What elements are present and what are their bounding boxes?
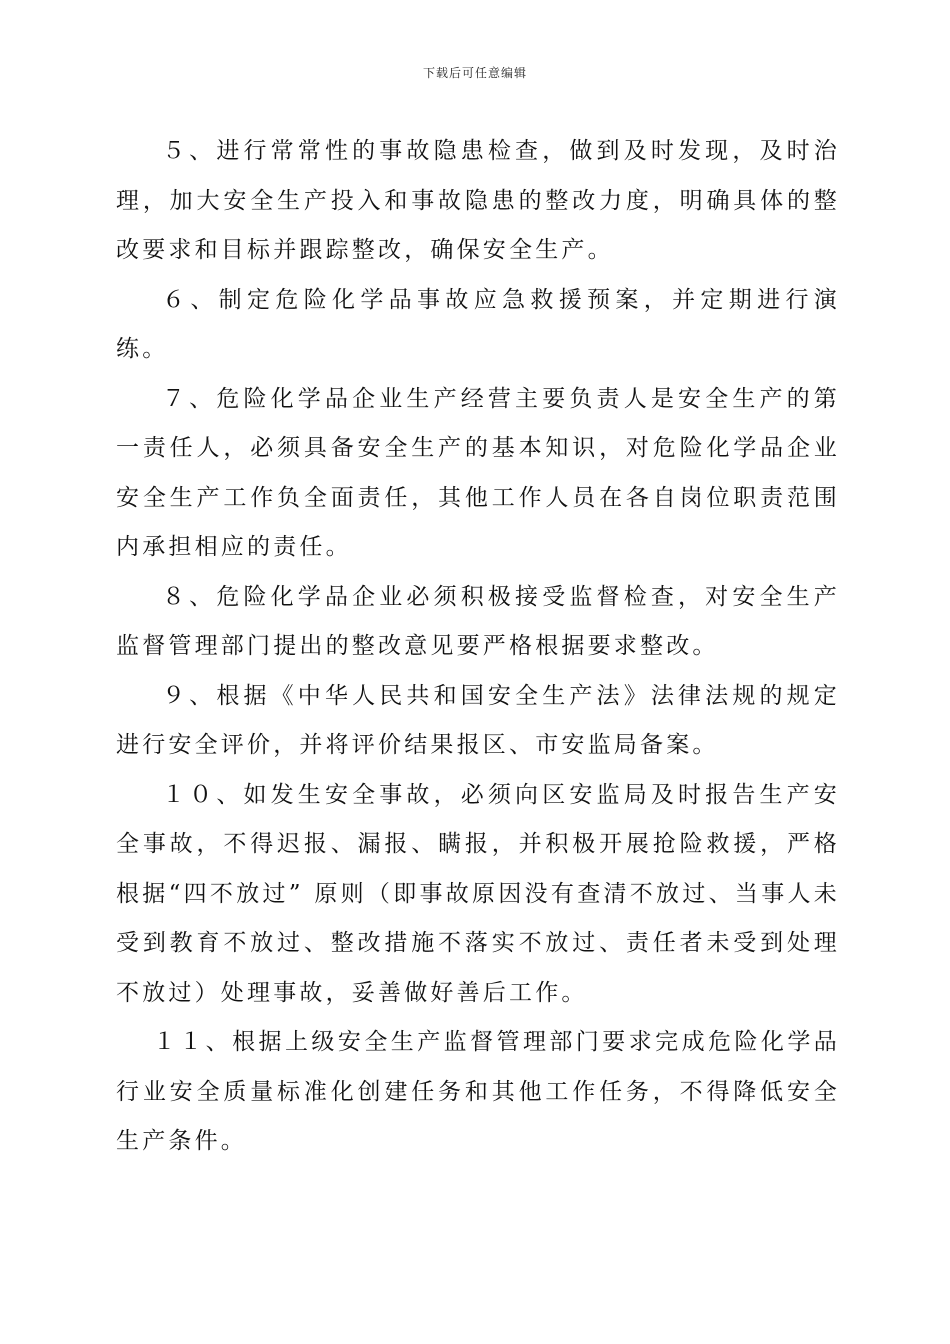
paragraph-item-10: １０、如发生安全事故，必须向区安监局及时报告生产安全事故，不得迟报、漏报、瞒报，并积极开展抢险救援，严格根据“四不放过” 原则（即事故原因没有查清不放过、当事人未受到教育不放过、整改措施不落实不放过、责任者未受到处理不放过）处理事故，妥善做好善后工作。 (116, 781, 840, 1006)
paragraph-item-6: ６、制定危险化学品事故应急救援预案，并定期进行演练。 (116, 286, 840, 362)
paragraph-item-9: ９、根据《中华人民共和国安全生产法》法律法规的规定进行安全评价，并将评价结果报区、市安监局备案。 (116, 682, 840, 758)
paragraph-item-11: １１、根据上级安全生产监督管理部门要求完成危险化学品行业安全质量标准化创建任务和其他工作任务，不得降低安全生产条件。 (116, 1029, 840, 1154)
page-header: 下载后可任意编辑 (422, 66, 527, 80)
paragraph-item-5: ５、进行常常性的事故隐患检查，做到及时发现，及时治理，加大安全生产投入和事故隐患的整改力度，明确具体的整改要求和目标并跟踪整改，确保安全生产。 (116, 138, 840, 263)
paragraph-item-7: ７、危险化学品企业生产经营主要负责人是安全生产的第一责任人，必须具备安全生产的基本知识，对危险化学品企业安全生产工作负全面责任，其他工作人员在各自岗位职责范围内承担相应的责任。 (116, 385, 840, 560)
document-body (116, 127, 840, 1167)
paragraph-item-8: ８、危险化学品企业必须积极接受监督检查，对安全生产监督管理部门提出的整改意见要严格根据要求整改。 (116, 583, 840, 659)
